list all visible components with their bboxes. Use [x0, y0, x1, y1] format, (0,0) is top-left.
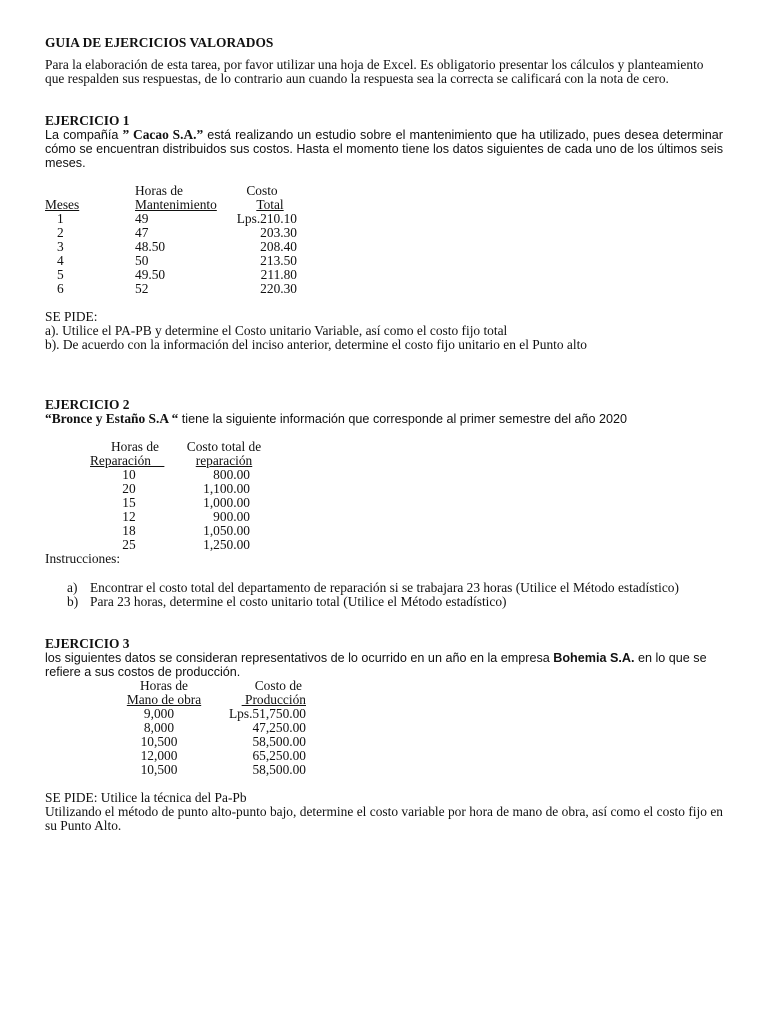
- table-header-cell: Costo de: [254, 678, 302, 693]
- table-row: [90, 482, 268, 496]
- table-cell: 12: [122, 509, 136, 524]
- table-cell: 900.00: [213, 509, 250, 524]
- table-header-cell: Horas de: [135, 183, 183, 198]
- table-cell: 15: [122, 495, 136, 510]
- table-header-row: [90, 454, 268, 468]
- exercise-3: [45, 637, 723, 833]
- table-cell: 208.40: [260, 239, 297, 254]
- table-cell: 58,500.00: [252, 734, 306, 749]
- table-cell: 9,000: [143, 706, 175, 721]
- exercise-2-heading: EJERCICIO 2: [45, 397, 130, 412]
- table-header-cell: Mantenimiento: [135, 197, 217, 212]
- table-cell: 10,500: [140, 734, 178, 749]
- exercise-1-table: [45, 184, 297, 296]
- table-header-cell: Reparación: [90, 453, 151, 468]
- table-header-cell: reparación: [195, 453, 253, 468]
- exercise-1-text-pre: La compañía: [45, 128, 123, 142]
- exercise-3-se-pide: SE PIDE: Utilice la técnica del Pa-Pb: [45, 790, 247, 805]
- table-cell: 47,250.00: [252, 720, 306, 735]
- table-cell: 211.80: [260, 267, 297, 282]
- table-row: [120, 721, 306, 735]
- table-cell: Lps.210.10: [236, 211, 297, 226]
- table-row: [120, 735, 306, 749]
- intro-paragraph: Para la elaboración de esta tarea, por favor utilizar una hoja de Excel. Es obligatorio presentar los cálculos y planteamiento que respalden sus respuestas, de lo contrario aun cuando la respuesta sea la correcta se calificará con la nota de cero.: [45, 57, 704, 86]
- table-cell: 8,000: [143, 720, 175, 735]
- table-cell: 203.30: [260, 225, 297, 240]
- table-header-row: [90, 440, 268, 454]
- table-cell: 1,050.00: [203, 523, 250, 538]
- exercise-3-paragraph: [45, 651, 723, 679]
- exercise-1-text-post: está realizando un estudio sobre el mantenimiento que ha utilizado, pues desea determinar cómo se encuentran distribuidos sus costos. Hasta el momento tiene los datos siguientes de cada uno de los últimos seis meses.: [45, 128, 723, 170]
- table-row: [120, 707, 306, 721]
- table-cell: 3: [57, 239, 64, 254]
- table-row: [90, 510, 268, 524]
- exercise-1-paragraph: [45, 128, 723, 170]
- table-cell: 220.30: [260, 281, 297, 296]
- table-cell: 1: [57, 211, 64, 226]
- table-header-cell: Horas de: [111, 439, 159, 454]
- table-cell: 18: [122, 523, 136, 538]
- table-cell: 49: [135, 211, 149, 226]
- list-item: a) Encontrar el costo total del departamento de reparación si se trabajara 23 horas (Utilice el Método estadístico): [67, 580, 679, 595]
- exercise-3-text-pre: los siguientes datos se consideran representativos de lo ocurrido en un año en la empresa: [45, 651, 554, 665]
- table-row: [45, 226, 297, 240]
- table-cell: 65,250.00: [252, 748, 306, 763]
- table-cell: 6: [57, 281, 64, 296]
- exercise-2-instructions-list: [45, 581, 723, 609]
- exercise-1-item-b: b). De acuerdo con la información del inciso anterior, determine el costo fijo unitario en el Punto alto: [45, 337, 587, 352]
- exercise-1-se-pide: SE PIDE:: [45, 309, 98, 324]
- exercise-2-table: [90, 440, 268, 552]
- table-cell: 49.50: [135, 267, 166, 282]
- exercise-2: [45, 398, 723, 609]
- table-cell: 10: [122, 467, 136, 482]
- table-row: [90, 538, 268, 552]
- table-header-row: [120, 679, 306, 693]
- table-row: [45, 254, 297, 268]
- exercise-3-table: [120, 679, 306, 777]
- exercise-3-heading: EJERCICIO 3: [45, 636, 130, 651]
- table-cell: 58,500.00: [252, 762, 306, 777]
- table-row: [90, 468, 268, 482]
- exercise-1-company: ” Cacao S.A.”: [122, 127, 204, 142]
- table-header-row: [120, 693, 306, 707]
- table-header-cell: Costo: [246, 183, 278, 198]
- table-cell: 20: [122, 481, 136, 496]
- table-cell: 52: [135, 281, 149, 296]
- table-header-row: [45, 198, 297, 212]
- table-cell: 48.50: [135, 239, 166, 254]
- table-cell: 12,000: [140, 748, 178, 763]
- table-header-cell: Producción: [245, 692, 306, 707]
- table-cell: 2: [57, 225, 64, 240]
- table-header-cell: Mano de obra: [126, 692, 202, 707]
- table-cell: 1,250.00: [203, 537, 250, 552]
- table-cell: 10,500: [140, 762, 178, 777]
- exercise-2-company: “Bronce y Estaño S.A “: [45, 411, 179, 426]
- table-cell: 213.50: [260, 253, 297, 268]
- exercise-1-heading: EJERCICIO 1: [45, 113, 130, 128]
- table-cell: 50: [135, 253, 149, 268]
- table-cell: 800.00: [213, 467, 250, 482]
- table-cell: 1,000.00: [203, 495, 250, 510]
- table-row: [120, 763, 306, 777]
- table-header-cell: Total: [256, 197, 284, 212]
- exercise-2-instructions-label: Instrucciones:: [45, 551, 121, 566]
- exercise-3-company: Bohemia S.A.: [553, 651, 635, 665]
- table-cell: 1,100.00: [203, 481, 250, 496]
- table-row: [45, 268, 297, 282]
- table-cell: 47: [135, 225, 149, 240]
- table-cell: 25: [122, 537, 136, 552]
- table-row: [45, 212, 297, 226]
- exercise-3-final-paragraph: Utilizando el método de punto alto-punto bajo, determine el costo variable por hora de mano de obra, así como el costo fijo en su Punto Alto.: [45, 804, 723, 833]
- table-row: [45, 240, 297, 254]
- document-page: [45, 36, 723, 833]
- exercise-3-text-post: en lo que se refiere a sus costos de producción.: [45, 651, 707, 679]
- list-item: b) Para 23 horas, determine el costo unitario total (Utilice el Método estadístico): [67, 594, 507, 609]
- table-header-cell: Costo total de: [186, 439, 262, 454]
- table-cell: 4: [57, 253, 64, 268]
- table-cell: Lps.51,750.00: [229, 706, 306, 721]
- table-header-cell: [45, 184, 135, 198]
- table-header-cell: Horas de: [140, 678, 188, 693]
- table-header-row: [45, 184, 297, 198]
- exercise-1-item-a: a). Utilice el PA-PB y determine el Costo unitario Variable, así como el costo fijo total: [45, 323, 508, 338]
- table-row: [90, 524, 268, 538]
- table-row: [45, 282, 297, 296]
- table-row: [120, 749, 306, 763]
- table-row: [90, 496, 268, 510]
- exercise-1: [45, 114, 723, 352]
- exercise-2-text: tiene la siguiente información que corresponde al primer semestre del año 2020: [178, 412, 628, 426]
- table-cell: 5: [57, 267, 64, 282]
- page-title: GUIA DE EJERCICIOS VALORADOS: [45, 35, 274, 50]
- exercise-2-paragraph: [45, 412, 723, 426]
- table-header-cell: Meses: [45, 197, 80, 212]
